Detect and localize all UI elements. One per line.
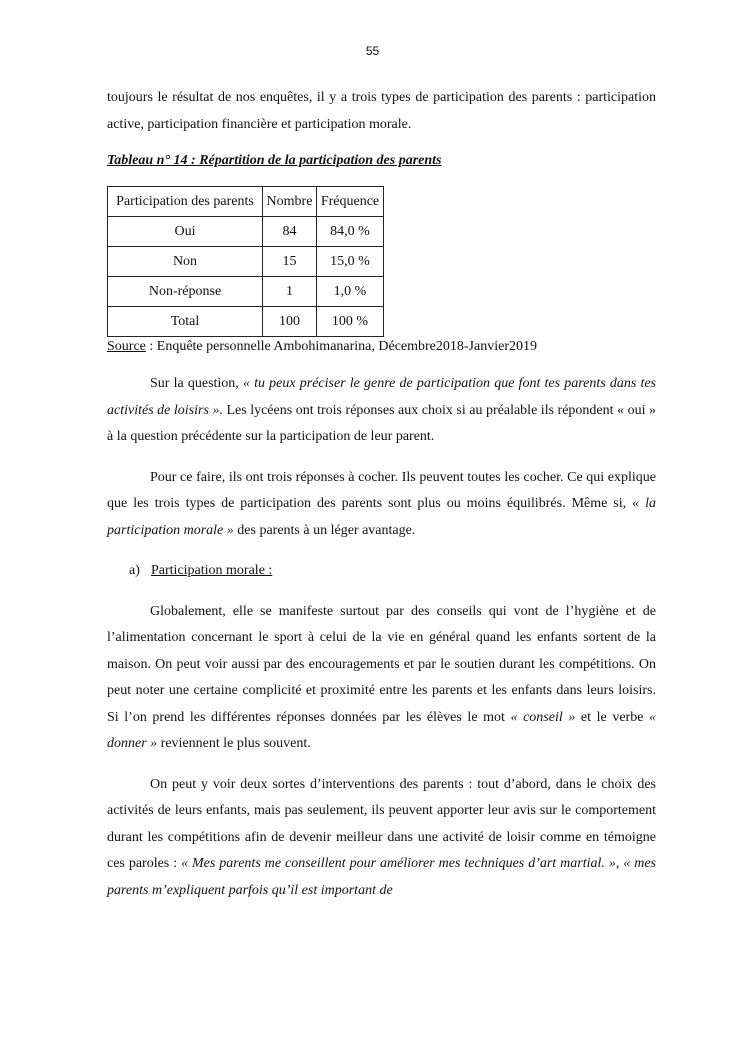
quoted-question: « tu peux préciser le genre de participation que font tes parents dans tes activités de loisirs ». [107, 376, 656, 418]
column-header: Participation des parents [108, 187, 263, 217]
table-caption: Tableau n° 14 : Répartition de la participation des parents [107, 153, 442, 168]
column-header: Nombre [263, 187, 317, 217]
table-row [108, 247, 384, 277]
answers-paragraph [107, 465, 656, 545]
question-paragraph [107, 371, 656, 451]
table-cell: Total [108, 307, 263, 337]
heading-text: Participation morale : [151, 563, 273, 578]
table-cell: Oui [108, 217, 263, 247]
moral-participation-paragraph [107, 599, 656, 758]
intro-paragraph: toujours le résultat de nos enquêtes, il y a trois types de participation des parents : participation active, participation financière et participation morale. [107, 90, 656, 132]
page-number: 55 [365, 44, 380, 58]
table-cell: 84,0 % [317, 217, 384, 247]
source-text: : Enquête personnelle Ambohimanarina, Décembre2018-Janvier2019 [145, 339, 537, 354]
table-cell: 15 [263, 247, 317, 277]
text-run: reviennent le plus souvent. [157, 736, 311, 751]
column-header: Fréquence [317, 187, 384, 217]
text-run: On peut y voir deux sortes d’interventions des parents : tout d’abord, dans le choix des activités de leurs enfants, mais pas seulement, ils peuvent apporter leur avis sur le comportement durant les compétitions afin de devenir meilleur dans une activité de loisir comme en témoigne ces paroles : [107, 776, 656, 871]
table-cell: 1 [263, 277, 317, 307]
section-heading [129, 558, 656, 585]
table-cell: Non [108, 247, 263, 277]
text-run: et le verbe [575, 709, 650, 725]
quoted-term: « conseil » [510, 709, 576, 725]
table-cell: 84 [263, 217, 317, 247]
table-cell: Non-réponse [108, 277, 263, 307]
text-run: des parents à un léger avantage. [233, 522, 416, 538]
table-cell: 15,0 % [317, 247, 384, 277]
quoted-testimony: « Mes parents me conseillent pour améliorer mes techniques d’art martial. », « mes parents m’expliquent parfois qu’il est important de [107, 856, 657, 898]
table-source [107, 337, 656, 357]
quoted-term: « la participation morale » [107, 496, 656, 538]
heading-letter: a) [129, 563, 140, 578]
table-row-total [108, 307, 384, 337]
document-body [107, 85, 656, 904]
interventions-paragraph [107, 772, 656, 905]
table-cell: 1,0 % [317, 277, 384, 307]
text-run: Pour ce faire, ils ont trois réponses à cocher. Ils peuvent toutes les cocher. Ce qui explique que les trois types de participation des parents sont plus ou moins équilibrés. Même si, [107, 469, 656, 511]
table-header-row [108, 187, 384, 217]
table-row [108, 217, 384, 247]
participation-table [107, 186, 384, 337]
table-cell: 100 % [317, 307, 384, 337]
text-run: Sur la question, [150, 376, 243, 391]
text-run: Les lycéens ont trois réponses aux choix si au préalable ils répondent « oui » à la question précédente sur la participation de leur parent. [107, 402, 656, 444]
table-cell: 100 [263, 307, 317, 337]
table-row [108, 277, 384, 307]
text-run: Globalement, elle se manifeste surtout par des conseils qui vont de l’hygiène et de l’alimentation concernant le sport à celui de la vie en général quand les enfants sortent de la maison. On peut voir aussi par des encouragements et par le soutien durant les compétitions. On peut noter une certaine complicité et proximité entre les parents et les enfants dans leurs loisirs. Si l’on prend les différentes réponses données par les élèves le mot [107, 603, 656, 725]
quoted-term: « donner » [107, 709, 657, 751]
source-label: Source [107, 339, 146, 354]
